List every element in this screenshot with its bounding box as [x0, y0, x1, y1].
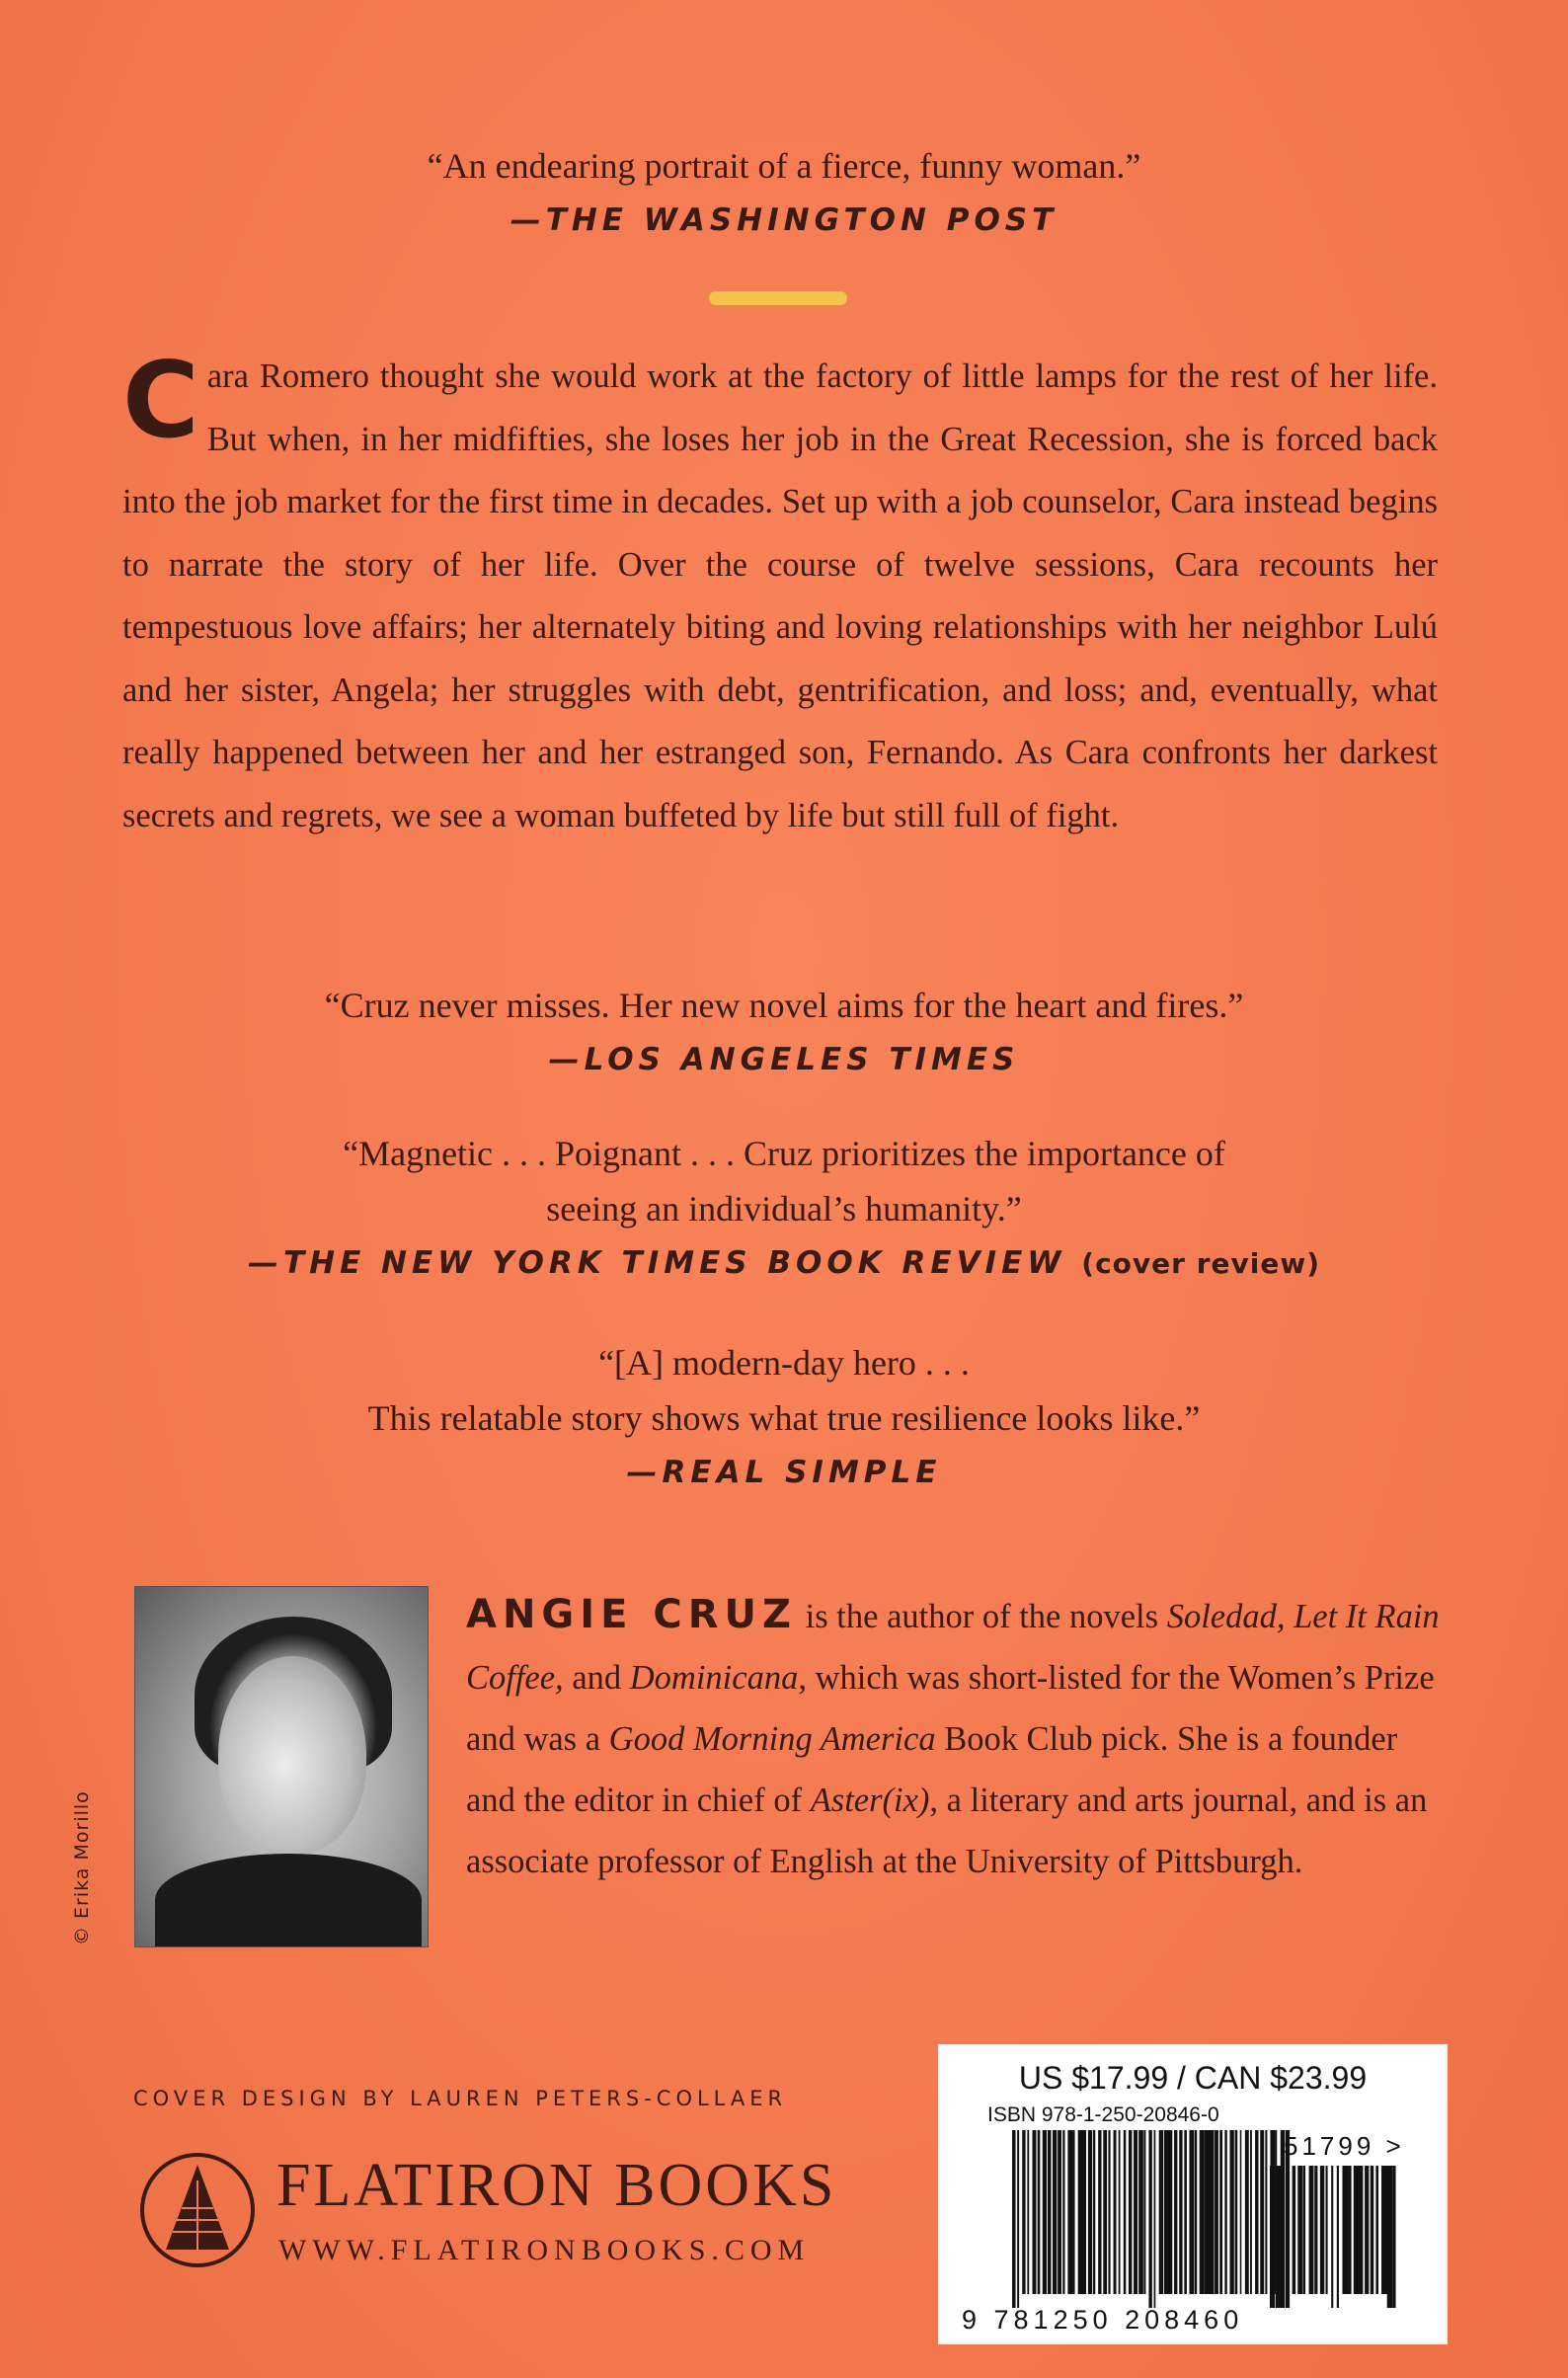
barcode-bar — [1174, 2130, 1177, 2294]
barcode-bar — [1143, 2130, 1145, 2294]
barcode-bar — [1260, 2130, 1264, 2294]
barcode-bar — [1381, 2166, 1387, 2294]
barcode-label — [938, 2044, 1448, 2344]
barcode-bar — [1114, 2130, 1117, 2294]
barcode-bar — [1276, 2166, 1282, 2308]
quote-los-angeles-times — [0, 978, 1568, 1086]
barcode-bar — [1129, 2130, 1132, 2294]
barcode-bar — [1134, 2130, 1137, 2294]
barcode-bar — [1083, 2130, 1086, 2294]
bio-title-italic: Soledad, Let It Rain Coffee, — [466, 1598, 1440, 1697]
barcode-bar — [1119, 2130, 1121, 2294]
barcode-bar — [1062, 2130, 1064, 2294]
barcode-bar — [1195, 2130, 1198, 2294]
barcode-bar — [1058, 2130, 1061, 2294]
barcode-bar — [1159, 2130, 1163, 2294]
author-face — [218, 1656, 366, 1854]
quote-real-simple — [0, 1335, 1568, 1499]
publisher-url: WWW.FLATIRONBOOKS.COM — [278, 2234, 811, 2266]
quote-nyt-book-review — [0, 1126, 1568, 1291]
barcode-bar — [1240, 2130, 1242, 2294]
bio-text-run: and — [563, 1659, 630, 1697]
barcode-bar — [1348, 2166, 1351, 2294]
drop-cap: C — [122, 340, 199, 461]
photo-credit: © Erika Morillo — [71, 1790, 93, 1945]
author-shoulders — [155, 1854, 422, 1946]
isbn-barcode — [987, 2130, 1315, 2308]
bio-title-italic: Aster(ix) — [810, 1782, 930, 1819]
barcode-bar — [1017, 2130, 1019, 2308]
barcode-bar — [1073, 2130, 1075, 2294]
barcode-bar — [1124, 2130, 1127, 2294]
isbn-barcode-digits: 9 781250 208460 — [962, 2305, 1244, 2335]
bio-text-run: , a literary and arts journal, and is an associate professor of English at the University of Pittsburgh. — [466, 1782, 1428, 1880]
barcode-bar — [1154, 2130, 1156, 2308]
barcode-bar — [1235, 2130, 1238, 2294]
barcode-bar — [1184, 2130, 1187, 2294]
barcode-bar — [1103, 2130, 1107, 2294]
synopsis — [122, 340, 1438, 847]
quote-text: “[A] modern-day hero . . . — [598, 1343, 970, 1383]
barcode-bar — [1224, 2130, 1226, 2294]
barcode-bar — [1093, 2130, 1095, 2294]
barcode-bar — [1189, 2130, 1194, 2294]
barcode-bar — [1281, 2166, 1283, 2294]
quote-washington-post — [0, 138, 1568, 247]
barcode-bar — [1148, 2130, 1151, 2308]
quote-text: “Cruz never misses. Her new novel aims for the heart and fires.” — [324, 986, 1244, 1025]
author-name: ANGIE CRUZ — [466, 1592, 798, 1637]
barcode-bar — [1392, 2166, 1395, 2308]
bio-title-italic: Dominicana — [629, 1659, 799, 1697]
barcode-bar — [1309, 2166, 1314, 2294]
barcode-bar — [1200, 2130, 1205, 2294]
barcode-bar — [1053, 2130, 1057, 2294]
barcode-bar — [1297, 2166, 1302, 2294]
quote-text: “Magnetic . . . Poignant . . . Cruz prioritizes the importance of — [343, 1134, 1225, 1173]
barcode-bar — [1320, 2166, 1324, 2294]
barcode-bar — [1164, 2130, 1169, 2294]
flatiron-building-icon — [138, 2151, 257, 2269]
barcode-bar — [1326, 2166, 1328, 2294]
quote-text: “An endearing portrait of a fierce, funny woman.” — [427, 146, 1141, 186]
barcode-bar — [1108, 2130, 1110, 2294]
barcode-bar — [1314, 2166, 1317, 2294]
barcode-bar — [1215, 2130, 1218, 2294]
barcode-bar — [1138, 2130, 1143, 2294]
divider-bar — [709, 291, 847, 305]
bio-title-italic: Good Morning America — [608, 1720, 936, 1758]
author-photo — [134, 1586, 429, 1947]
barcode-bar — [1354, 2166, 1360, 2294]
barcode-bar — [1245, 2130, 1249, 2294]
barcode-bar — [1371, 2166, 1373, 2294]
barcode-bar — [1342, 2166, 1348, 2294]
barcode-bar — [1229, 2130, 1233, 2294]
barcode-bar — [1169, 2130, 1172, 2294]
quote-attribution-source: —THE NEW YORK TIMES BOOK REVIEW — [248, 1245, 1066, 1281]
quote-attribution-note: (cover review) — [1081, 1247, 1320, 1280]
barcode-bar — [1088, 2130, 1092, 2294]
barcode-bar — [1038, 2130, 1041, 2294]
bio-text-run: is the author of the novels — [797, 1598, 1167, 1635]
barcode-bar — [1219, 2130, 1222, 2294]
isbn-text: ISBN 978-1-250-20846-0 — [987, 2103, 1219, 2126]
barcode-bar — [1365, 2166, 1369, 2294]
price-addon-barcode — [1270, 2166, 1398, 2308]
barcode-bar — [1303, 2166, 1305, 2294]
barcode-bar — [1255, 2130, 1258, 2294]
barcode-bar — [1027, 2130, 1029, 2294]
barcode-bar — [1337, 2166, 1339, 2308]
publisher-name: FLATIRON BOOKS — [276, 2152, 837, 2219]
barcode-bar — [1210, 2130, 1215, 2294]
quote-attribution — [0, 1236, 1568, 1291]
barcode-bar — [1205, 2130, 1210, 2294]
cover-design-credit: COVER DESIGN BY LAUREN PETERS-COLLAER — [133, 2087, 788, 2110]
price-addon-digits: 51799 > — [1284, 2131, 1405, 2161]
barcode-bar — [1270, 2166, 1275, 2308]
barcode-bar — [1098, 2130, 1101, 2294]
barcode-bar — [1179, 2130, 1182, 2294]
barcode-bar — [1012, 2130, 1016, 2308]
barcode-bar — [1293, 2166, 1296, 2294]
barcode-bar — [1048, 2130, 1052, 2294]
barcode-bar — [1067, 2130, 1072, 2294]
barcode-bar — [1043, 2130, 1047, 2294]
author-bio-text — [466, 1598, 1440, 1880]
bio-text-run: , which was short-listed for the Women’s Prize and was a — [466, 1659, 1435, 1758]
author-bio — [466, 1584, 1444, 1892]
bio-text-run: Book Club pick. She is a founder and the editor in chief of — [466, 1720, 1398, 1819]
barcode-bar — [1022, 2130, 1025, 2294]
quote-attribution: —THE WASHINGTON POST — [510, 202, 1058, 238]
barcode-bar — [1078, 2130, 1083, 2294]
quote-attribution: —LOS ANGELES TIMES — [548, 1042, 1020, 1077]
quote-text: This relatable story shows what true resilience looks like.” — [367, 1398, 1201, 1438]
barcode-bar — [1331, 2166, 1333, 2308]
barcode-bar — [1033, 2130, 1037, 2294]
barcode-bar — [1375, 2166, 1378, 2294]
barcode-bar — [1387, 2166, 1393, 2308]
price-text: US $17.99 / CAN $23.99 — [1018, 2060, 1368, 2096]
barcode-bar — [1359, 2166, 1363, 2294]
quote-attribution: —REAL SIMPLE — [626, 1455, 942, 1490]
barcode-bar — [1287, 2166, 1290, 2294]
quote-text: seeing an individual’s humanity.” — [546, 1189, 1022, 1229]
barcode-bar — [1250, 2130, 1252, 2294]
barcode-bar — [1265, 2130, 1267, 2294]
synopsis-text: ara Romero thought she would work at the factory of little lamps for the rest of her life. But when, in her midfifties, she loses her job in the Great Recession, she is forced back into the job market for the first time in decades. Set up with a job counselor, Cara instead begins to narrate the story of her life. Over the course of twelve sessions, Cara recounts her tempestuous love affairs; her alternately biting and loving relationships with her neighbor Lulú and her sister, Angela; her struggles with debt, gentrification, and loss; and, eventually, what really happened between her and her estranged son, Fernando. As Cara confronts her darkest secrets and regrets, we see a woman buffeted by life but still full of fight. — [122, 357, 1438, 834]
